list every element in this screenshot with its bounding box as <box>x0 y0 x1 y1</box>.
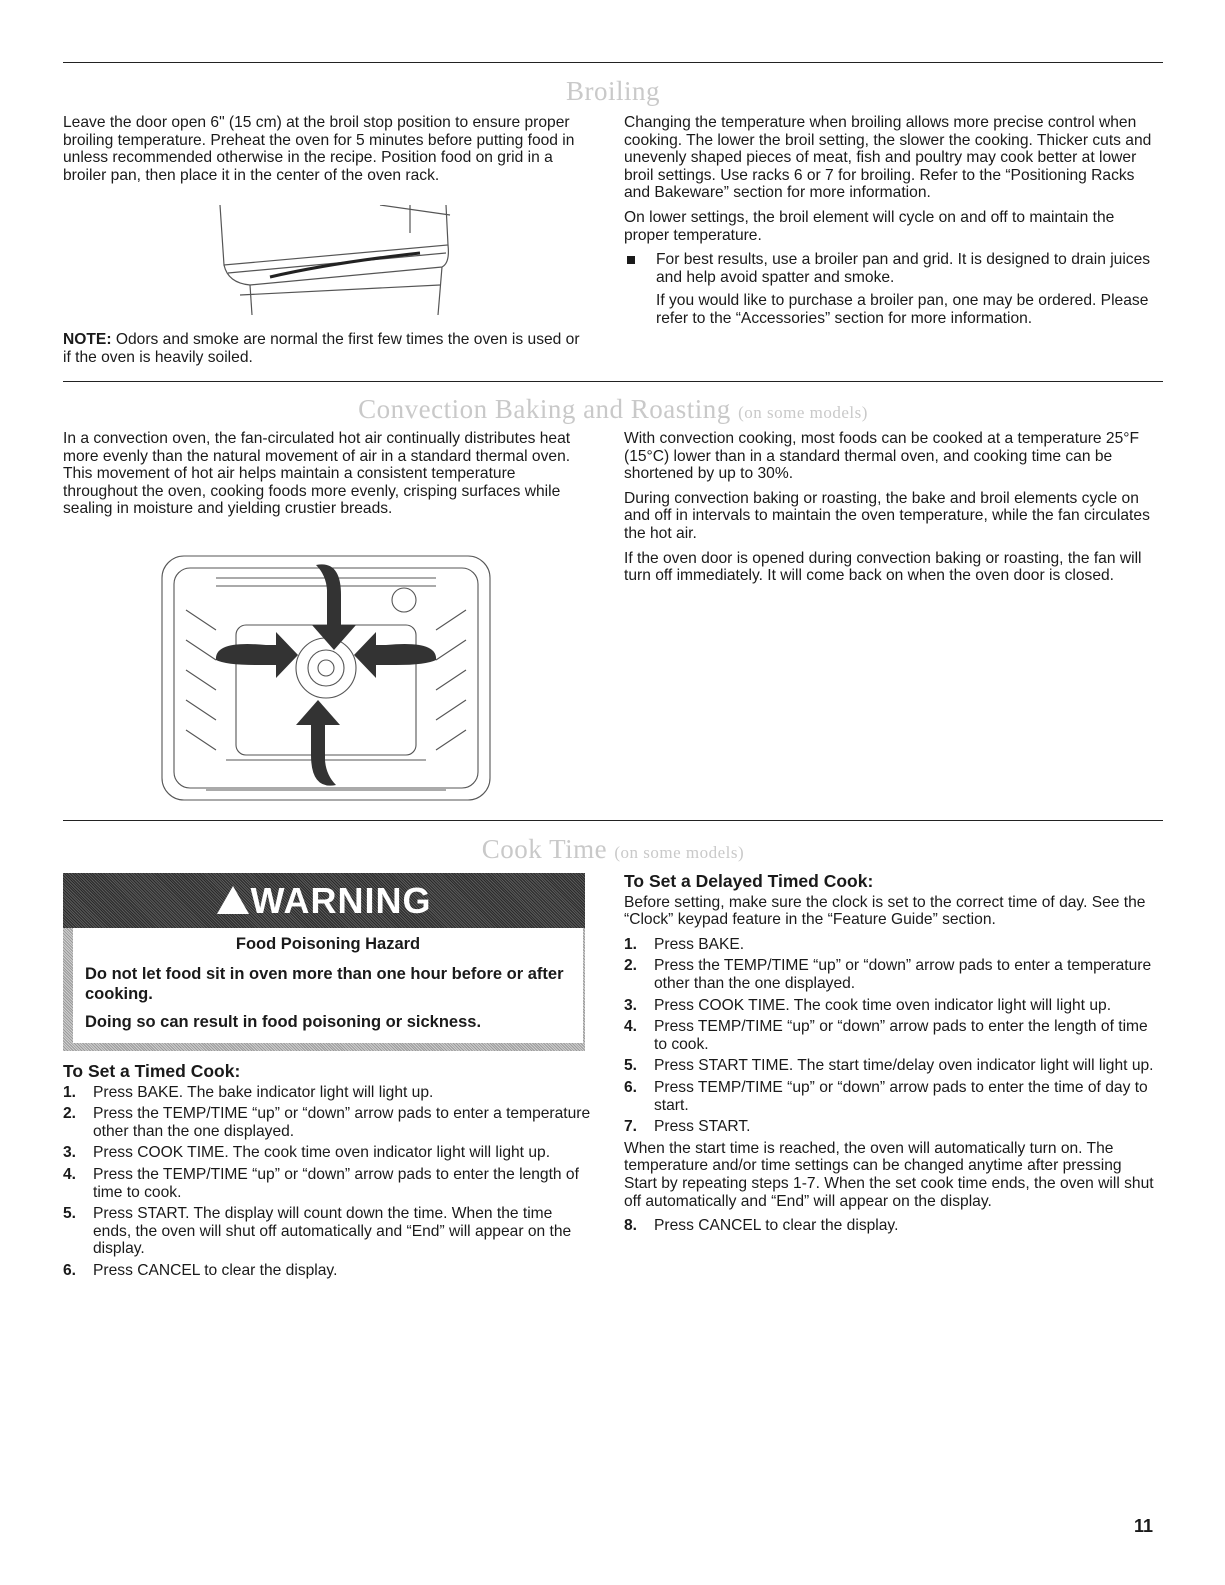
broiling-right-p2: On lower settings, the broil element will cycle on and off to maintain the proper temperature. <box>624 208 1115 244</box>
page-number: 11 <box>1133 1516 1153 1536</box>
timed-cook-steps <box>63 1084 593 1280</box>
warning-line1: Do not let food sit in oven more than one hour before or after cooking. <box>85 965 564 1003</box>
list-item: 2. Press the TEMP/TIME “up” or “down” arrow pads to enter a temperature other than the one displayed. <box>63 1105 591 1140</box>
broiling-note <box>63 331 585 373</box>
broiling-left-column <box>63 114 585 191</box>
broiling-bullets <box>624 251 1154 286</box>
delayed-cook-steps <box>624 936 1154 1136</box>
list-item: 1. Press BAKE. <box>624 935 745 953</box>
warning-line2: Doing so can result in food poisoning or sickness. <box>85 1013 482 1031</box>
section-rule <box>63 381 1163 382</box>
convection-right-p1: With convection cooking, most foods can be cooked at a temperature 25°F (15°C) lower than in a standard thermal oven, and cooking time can be shortened by up to 30%. <box>624 430 1140 483</box>
warning-body <box>73 928 583 1043</box>
warning-hazard: Food Poisoning Hazard <box>235 935 421 953</box>
list-item: 6. Press CANCEL to clear the display. <box>63 1261 338 1279</box>
convection-right-p2: During convection baking or roasting, the bake and broil elements cycle on and off in intervals to maintain the oven temperature, while the fan circulates the hot air. <box>624 489 1150 542</box>
warning-label: WARNING <box>250 879 432 921</box>
delayed-cook-intro: Before setting, make sure the clock is set to the correct time of day. See the “Clock” keypad feature in the “Feature Guide” section. <box>624 893 1146 929</box>
broiler-door-illustration <box>210 205 460 325</box>
convection-intro: In a convection oven, the fan-circulated hot air continually distributes heat more evenly than the natural movement of air in a standard thermal oven. This movement of hot air helps maintain a consistent temperature throughout the oven, cooking foods more evenly, crisping surfaces while sealing in moisture and yielding crustier breads. <box>63 430 571 518</box>
list-item: 2. Press the TEMP/TIME “up” or “down” arrow pads to enter a temperature other than the one displayed. <box>624 957 1152 992</box>
cook-time-title-sub: (on some models) <box>614 843 745 862</box>
list-item: 3. Press COOK TIME. The cook time oven indicator light will light up. <box>624 996 1112 1014</box>
list-item: 8. Press CANCEL to clear the display. <box>624 1217 899 1235</box>
broiling-bullet-sub: If you would like to purchase a broiler pan, one may be ordered. Please refer to the “Accessories” section for more information. <box>656 292 1149 327</box>
list-item: 1. Press BAKE. The bake indicator light will light up. <box>63 1083 434 1101</box>
list-item: 7. Press START. <box>624 1118 751 1136</box>
convection-title-sub: (on some models) <box>738 403 868 422</box>
delayed-cook-after: When the start time is reached, the oven will automatically turn on. The temperature and/or time settings can be changed anytime after pressing Start by repeating steps 1-7. When the set cook time ends, the oven will shut off automatically and “End” will appear on the display. <box>624 1139 1154 1210</box>
convection-right-p3: If the oven door is opened during convection baking or roasting, the fan will turn off immediately. It will come back on when the oven door is closed. <box>624 549 1142 585</box>
convection-title: Convection Baking and Roasting <box>358 394 731 424</box>
note-text: Odors and smoke are normal the first few times the oven is used or if the oven is heavily soiled. <box>63 331 580 366</box>
section-rule <box>63 820 1163 821</box>
convection-oven-illustration <box>156 550 496 805</box>
section-title-cook-time <box>63 834 1163 865</box>
section-rule <box>63 62 1163 63</box>
list-item: 4. Press TEMP/TIME “up” or “down” arrow pads to enter the length of time to cook. <box>624 1018 1148 1053</box>
cook-time-title: Cook Time <box>481 834 608 864</box>
convection-left-column <box>63 430 585 525</box>
convection-right-column <box>624 430 1154 592</box>
warning-box <box>63 873 585 1051</box>
list-item: 6. Press TEMP/TIME “up” or “down” arrow pads to enter the time of day to start. <box>624 1078 1148 1114</box>
note-label: NOTE: <box>63 331 112 348</box>
delayed-cook-final-step <box>624 1217 1154 1235</box>
broiling-right-p1: Changing the temperature when broiling allows more precise control when cooking. The lower the broil setting, the slower the cooking. Thicker cuts and unevenly shaped pieces of meat, fish and poultry may cook better at lower broil settings. Use racks 6 or 7 for broiling. Refer to the “Positioning Racks and Bakeware” section for more information. <box>624 114 1152 202</box>
list-item: 4. Press the TEMP/TIME “up” or “down” arrow pads to enter the length of time to cook. <box>63 1165 579 1201</box>
delayed-cook-heading: To Set a Delayed Timed Cook: <box>624 871 874 891</box>
broiling-right-column <box>624 114 1154 335</box>
list-item: 5. Press START TIME. The start time/delay oven indicator light will light up. <box>624 1057 1154 1075</box>
list-item: 5. Press START. The display will count down the time. When the time ends, the oven will shut off automatically and “End” will appear on the display. <box>63 1205 572 1258</box>
section-title-convection <box>63 394 1163 425</box>
timed-cook-section <box>63 1063 593 1284</box>
broiling-intro: Leave the door open 6" (15 cm) at the broil stop position to ensure proper broiling temperature. Preheat the oven for 5 minutes before putting food in unless recommended otherwise in the recipe. Position food on grid in a broiler pan, then place it in the center of the oven rack. <box>63 114 575 184</box>
section-title-broiling: Broiling <box>565 76 660 106</box>
list-item: For best results, use a broiler pan and grid. It is designed to drain juices and help avoid spatter and smoke. <box>624 251 1154 286</box>
warning-triangle-icon <box>217 886 249 914</box>
delayed-cook-section <box>624 873 1154 1239</box>
warning-header <box>63 873 585 928</box>
list-item: 3. Press COOK TIME. The cook time oven indicator light will light up. <box>63 1144 551 1162</box>
timed-cook-heading: To Set a Timed Cook: <box>63 1061 241 1081</box>
